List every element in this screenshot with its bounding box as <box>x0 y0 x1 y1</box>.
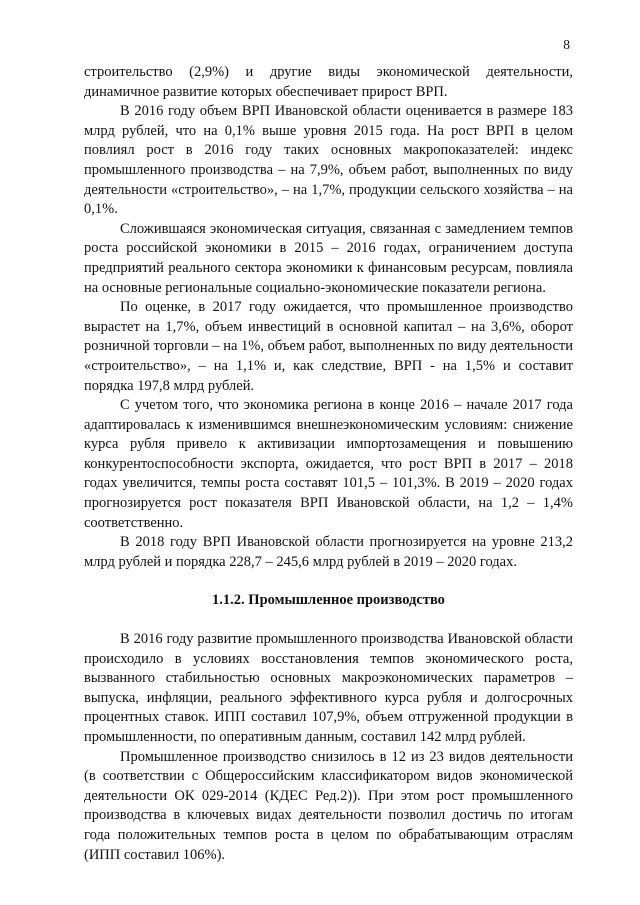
paragraph-grp-2016: В 2016 году объем ВРП Ивановской области оценивается в размере 183 млрд рублей, что на 0,1% выше уровня 2015 года. На рост ВРП в целом повлиял рост в 2016 году таких основных макропоказателей: индекс промышленного производства – на 7,9%, объем работ, выполненных по виду деятельности «строительство», – на 1,7%, продукции сельского хозяйства – на 0,1%. <box>84 103 573 218</box>
paragraph-forecast-2017-2020: С учетом того, что экономика региона в конце 2016 – начале 2017 года адаптировалась к изменившимся внешнеэкономическим условиям: снижение курса рубля привело к активизации импортозамещения и повышению конкурентоспособности экспорта, ожидается, что рост ВРП в 2017 – 2018 годах увеличится, темпы роста составят 101,5 – 101,3%. В 2019 – 2020 годах прогнозируется рост показателя ВРП Ивановской области, на 1,2 – 1,4% соответственно. <box>84 397 573 531</box>
paragraph-continuation: строительство (2,9%) и другие виды экономической деятельности, динамичное развитие которых обеспечивает прирост ВРП. <box>84 64 573 100</box>
paragraph-industry-2016: В 2016 году развитие промышленного производства Ивановской области происходило в условиях восстановления темпов экономического роста, вызванного стабильностью основных макроэкономических параметров – выпуска, инфляции, реального эффективного курса рубля и долгосрочных процентных ставок. ИПП составил 107,9%, объем отгруженной продукции в промышленности, по оперативным данным, составил 142 млрд рублей. <box>84 631 573 745</box>
page-number: 8 <box>563 37 570 52</box>
section-heading: 1.1.2. Промышленное производство <box>212 592 445 609</box>
paragraph-2017-estimate: По оценке, в 2017 году ожидается, что промышленное производство вырастет на 1,7%, объем инвестиций в основной капитал – на 3,6%, оборот розничной торговли – на 1%, объем работ, выполненных по виду деятельности «строительство», – на 1,1% и, как следствие, ВРП - на 1,5% и составит порядка 197,8 млрд рублей. <box>84 299 573 394</box>
paragraph-economic-situation: Сложившаяся экономическая ситуация, связанная с замедлением темпов роста российской экономики в 2015 – 2016 годах, ограничением доступа предприятий реального сектора экономики к финансовым ресурсам, повлияла на основные региональные социально-экономические показатели региона. <box>84 220 573 296</box>
paragraph-grp-2018: В 2018 году ВРП Ивановской области прогнозируется на уровне 213,2 млрд рублей и порядка 228,7 – 245,6 млрд рублей в 2019 – 2020 годах. <box>84 534 573 570</box>
paragraph-industry-decline: Промышленное производство снизилось в 12 из 23 видов деятельности (в соответствии с Общероссийским классификатором видов экономической деятельности ОК 029-2014 (КДЕС Ред.2)). При этом рост промышленного производства в ключевых видах деятельности позволил достичь по итогам года положительных темпов роста в целом по обрабатывающим отраслям (ИПП составил 106%). <box>84 748 573 863</box>
document-body <box>84 63 573 865</box>
